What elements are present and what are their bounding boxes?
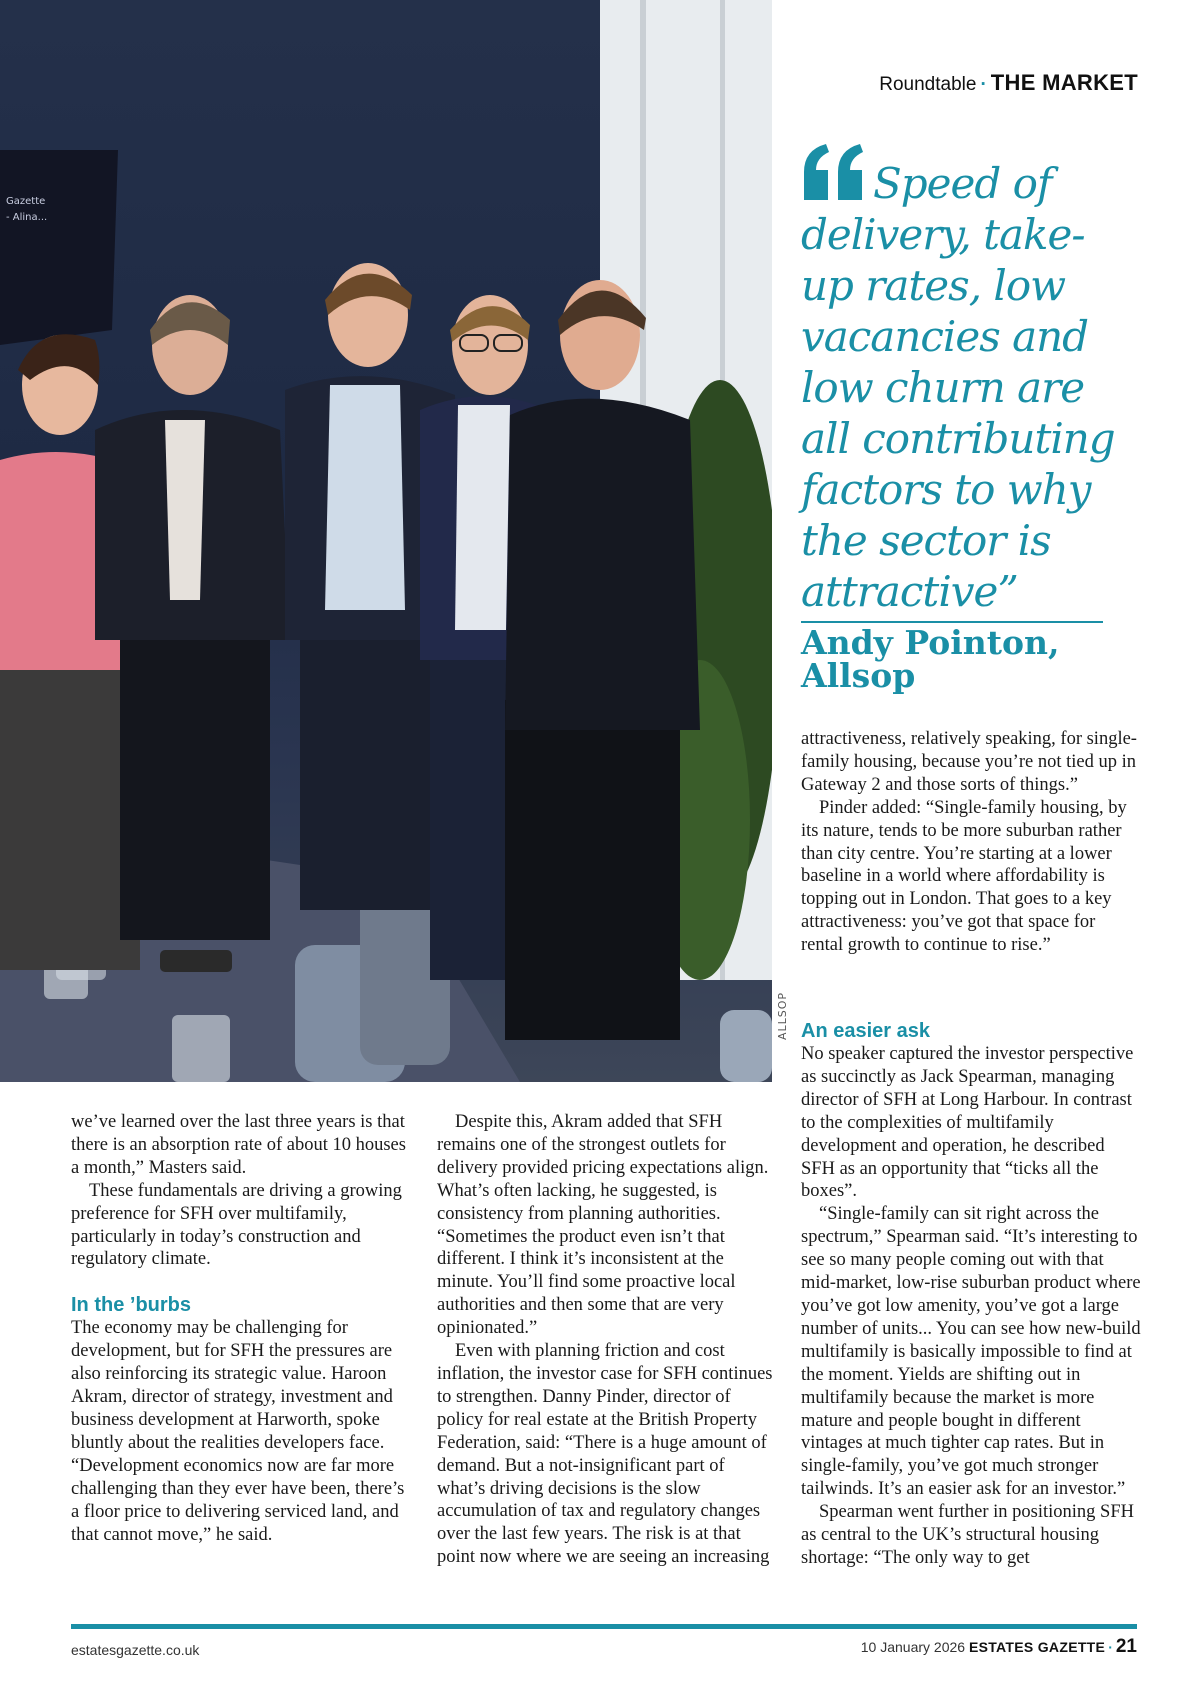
group-photo bbox=[0, 0, 772, 1082]
photo-screen-text: - Alina... bbox=[6, 212, 48, 223]
article-column-1 bbox=[71, 1111, 411, 1546]
running-header bbox=[879, 70, 1138, 96]
body-paragraph: we’ve learned over the last three years is that there is an absorption rate of about 10 houses a month,” Masters said. bbox=[71, 1112, 406, 1178]
footer-rule bbox=[71, 1624, 1137, 1629]
photo-phone bbox=[160, 950, 232, 972]
photo-credit: ALLSOP bbox=[776, 991, 789, 1040]
photo-person-trousers bbox=[120, 600, 270, 940]
header-separator: · bbox=[980, 74, 987, 95]
photo-illustration bbox=[0, 0, 772, 1082]
photo-person-skirt bbox=[0, 640, 140, 970]
photo-glass bbox=[172, 1015, 230, 1082]
header-section: THE MARKET bbox=[990, 70, 1138, 95]
body-paragraph: Spearman went further in positioning SFH as central to the UK’s structural housing shortage: “The only way to get bbox=[801, 1502, 1134, 1568]
subheading: In the ’burbs bbox=[71, 1294, 191, 1317]
photo-chair bbox=[720, 1010, 772, 1082]
pull-quote-author-company: Allsop bbox=[801, 656, 916, 695]
photo-person-shirt bbox=[325, 385, 405, 610]
pull-quote-author bbox=[801, 623, 1121, 695]
article-column-2 bbox=[437, 1111, 777, 1569]
body-paragraph: Despite this, Akram added that SFH remains one of the strongest outlets for delivery provided pricing expectations align. What’s often lacking, he suggested, is consistency from planning authorities. “Sometimes the product even isn’t that different. I think it’s inconsistent at the minute. You’ll find some proactive local authorities and then some that are very opinionated.” bbox=[437, 1112, 769, 1339]
body-paragraph: “Single-family can sit right across the spectrum,” Spearman said. “It’s interesting to see so many people coming out with that mid-market, low-rise suburban product where you’ve got low amenity, you’ve got a large number of units... You can see how new-build multifamily is basically impossible to find at the moment. Yields are shifting out in multifamily because the market is more mature and people bought in different vintages at much tighter cap rates. But in single-family, you’ve got much stronger tailwinds. It’s an easier ask for an investor.” bbox=[801, 1204, 1141, 1500]
body-paragraph: The economy may be challenging for development, but for SFH the pressures are also reinforcing its strategic value. Haroon Akram, director of strategy, investment and business development at Harworth, spoke bluntly about the realities developers face. “Development economics now are far more challenging than they ever have been, there’s a floor price to delivering serviced land, and that cannot move,” he said. bbox=[71, 1318, 405, 1545]
body-paragraph: No speaker captured the investor perspective as succinctly as Jack Spearman, managing director of SFH at Long Harbour. In contrast to the complexities of multifamily development and operation, he described SFH as an opportunity that “ticks all the boxes”. bbox=[801, 1044, 1134, 1202]
photo-person-shirt bbox=[165, 420, 205, 600]
article-column-3-bottom bbox=[801, 1019, 1141, 1570]
footer-separator: · bbox=[1108, 1639, 1113, 1655]
header-kicker: Roundtable bbox=[879, 74, 977, 95]
body-paragraph: These fundamentals are driving a growing preference for SFH over multifamily, particularly in today’s construction and regulatory climate. bbox=[71, 1180, 402, 1270]
photo-person-shirt bbox=[455, 405, 510, 630]
body-paragraph: Pinder added: “Single-family housing, by its nature, tends to be more suburban rather than city centre. You’re starting at a lower baseline in a world where affordability is topping out in London. That goes to a key attractiveness: you’ve got that space for rental growth to continue to rise.” bbox=[801, 797, 1127, 956]
footer-folio bbox=[861, 1636, 1137, 1658]
photo-person-trousers bbox=[300, 610, 440, 910]
body-paragraph: attractiveness, relatively speaking, for single-family housing, because you’re not tied up in Gateway 2 and those sorts of things.” bbox=[801, 729, 1137, 795]
footer-website: estatesgazette.co.uk bbox=[71, 1642, 200, 1658]
photo-person-jumper bbox=[505, 399, 700, 730]
pull-quote-author-name: Andy Pointon, bbox=[801, 623, 1060, 662]
page-number: 21 bbox=[1115, 1636, 1137, 1657]
footer-date: 10 January 2026 bbox=[860, 1639, 966, 1655]
footer-publication: ESTATES GAZETTE bbox=[968, 1639, 1106, 1655]
article-column-3-top bbox=[801, 728, 1141, 957]
subheading: An easier ask bbox=[801, 1020, 930, 1042]
photo-screen-text: Gazette bbox=[6, 196, 46, 207]
photo-screen bbox=[0, 150, 118, 345]
pull-quote-text: Speed of delivery, take-up rates, low vacancies and low churn are all contributing factors to why the sector is attractive” bbox=[801, 159, 1115, 616]
photo-person-trousers bbox=[505, 700, 680, 1040]
section-gap bbox=[71, 1271, 411, 1293]
body-paragraph: Even with planning friction and cost inflation, the investor case for SFH continues to strengthen. Danny Pinder, director of policy for real estate at the British Property Federation, said: “There is a huge amount of demand. But a not-insignificant part of what’s driving decisions is the slow accumulation of tax and regulatory changes over the last few years. The risk is at that point now where we are seeing an increasing bbox=[437, 1341, 773, 1568]
